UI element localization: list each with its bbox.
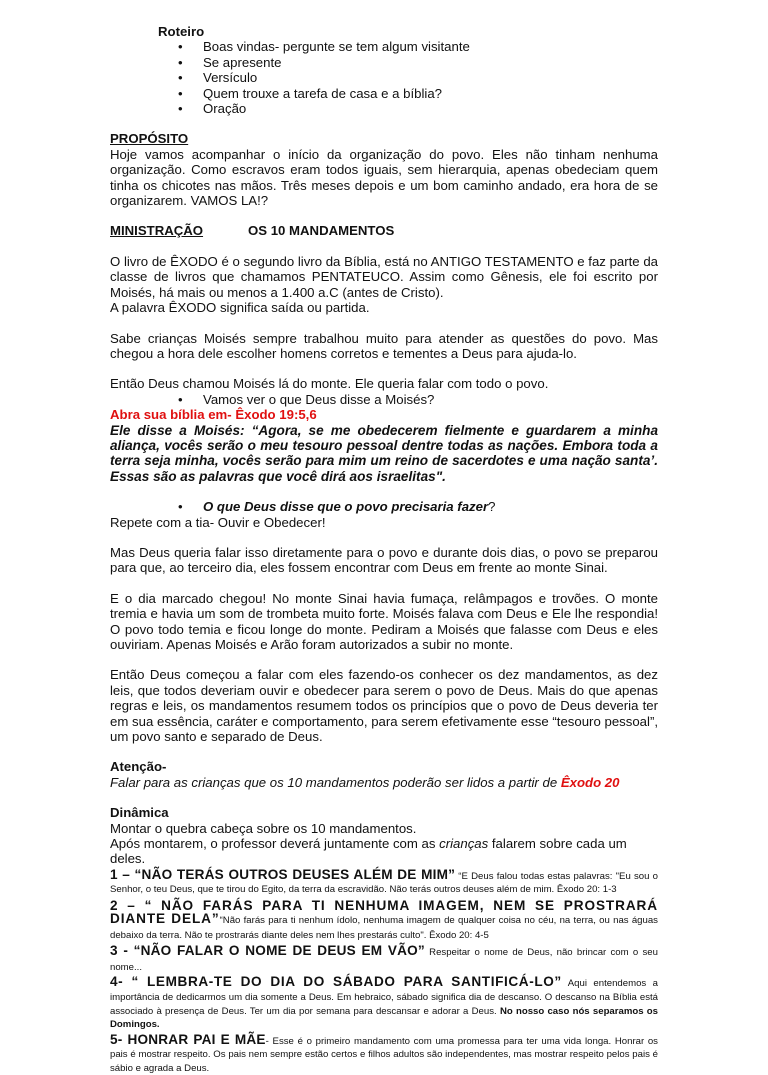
mandamento-text: “Não farás para ti nenhum ídolo, nenhuma imagem de qualquer coisa no céu, na terra, ou nas águas debaixo da terra. Não te prostrarás diante deles nem lhes prestarás culto". Êxodo 20: 4-5: [110, 915, 658, 941]
proposito-text: Hoje vamos acompanhar o início da organização do povo. Eles não tinham nenhuma organização. Como escravos eram todos iguais, sem hierarquia, apenas obedeciam quem tinha os chicotes nas mãos. Três meses depois e um bom caminho andado, era hora de se organizarem. VAMOS LA!?: [110, 146, 658, 209]
mandamento-item: [110, 944, 658, 973]
mandamento-text: - Esse é o primeiro mandamento com uma promessa para ter uma vida longa. Honrar os pais é mostrar respeito. Os pais nem sempre estão certos e filhos adultos são independentes, mas mostrar respeito pelos pais é sábio e agrada a Deus.: [110, 1035, 658, 1074]
dinamica-l2i: crianças: [439, 836, 489, 852]
bullet-question: [110, 499, 658, 514]
atencao-ref: Êxodo 20: [560, 774, 620, 790]
mandamento-item: [110, 976, 658, 1030]
paragraph: E o dia marcado chegou! No monte Sinai havia fumaça, relâmpagos e trovões. O monte tremia e havia um som de trombeta muito forte. Moisés falava com Deus e Ele lhe respondia! O povo todo temia e ficou longe do monte. Pediram a Moisés que falasse com Deus e eles ouviriam. Apenas Moisés e Arão foram autorizados a subir no monte.: [110, 590, 658, 652]
mandamento-item: [110, 899, 658, 941]
paragraph: O livro de ÊXODO é o segundo livro da Bíblia, está no ANTIGO TESTAMENTO e faz parte da classe de livros que chamamos PENTATEUCO. Assim como Gênesis, ele foi escrito por Moisés, há mais ou menos a 1.400 a.C (antes de Cristo).: [110, 253, 658, 300]
dinamica-l2b: falarem sobre cada um deles.: [110, 836, 627, 867]
mandamento-item: [110, 1031, 658, 1075]
mandamento-bold-end: No nosso caso nós separamos os Domingos.: [110, 1005, 659, 1031]
roteiro-title: Roteiro: [158, 24, 205, 39]
mandamento-item: [110, 866, 658, 896]
list-item: • Quem trouxe a tarefa de casa e a bíblia?: [110, 86, 658, 101]
ministracao-subtitle: OS 10 MANDAMENTOS: [248, 223, 395, 239]
paragraph: Então Deus começou a falar com eles fazendo-os conhecer os dez mandamentos, as dez leis, que todos deveriam ouvir e obedecer para serem o povo de Deus. Mais do que apenas regras e leis, os mandamentos resumem todos os princípios que o povo de Deus deveria ter em sua essência, caráter e comportamento, para serem efetivamente esse “tesouro pessoal”, um povo santo e separado de Deus.: [110, 667, 658, 745]
roteiro-list: [110, 39, 658, 116]
ministracao-heading: [110, 223, 658, 238]
atencao-text: [110, 775, 658, 790]
atencao-title: Atenção-: [110, 759, 167, 775]
atencao-body: Falar para as crianças que os 10 mandamentos poderão ser lidos a partir de: [110, 774, 561, 790]
paragraph: [110, 836, 658, 867]
proposito-title: PROPÓSITO: [110, 131, 189, 147]
roteiro-section: [110, 24, 658, 39]
question-text: O que Deus disse que o povo precisaria fazer: [203, 499, 489, 515]
mandamento-head: 5- HONRAR PAI E MÃE: [110, 1031, 266, 1047]
mandamento-head: 4- “ LEMBRA-TE DO DIA DO SÁBADO PARA SANTIFICÁ-LO”: [110, 974, 562, 990]
list-item: • Boas vindas- pergunte se tem algum visitante: [110, 39, 658, 54]
list-item: • Oração: [110, 101, 658, 116]
bullet-question: • Vamos ver o que Deus disse a Moisés?: [110, 392, 658, 407]
list-item: • Versículo: [110, 70, 658, 85]
paragraph: A palavra ÊXODO significa saída ou partida.: [110, 300, 370, 316]
dinamica-l2a: Após montarem, o professor deverá juntamente com as: [110, 836, 440, 852]
mandamento-text: Respeitar o nome de Deus, não brincar com o seu nome...: [110, 947, 658, 973]
ministracao-label: MINISTRAÇÃO: [110, 223, 204, 239]
paragraph: Repete com a tia- Ouvir e Obedecer!: [110, 514, 326, 530]
mandamento-head: 3 - “NÃO FALAR O NOME DE DEUS EM VÃO”: [110, 943, 425, 959]
mandamento-head: 2 – “ NÃO FARÁS PARA TI NENHUMA IMAGEM, NEM SE PROSTRARÁ DIANTE DELA”: [110, 898, 658, 927]
mandamento-text: Aqui entendemos a importância de dedicarmos um dia somente a Deus. Em hebraico, sábado significa dia de descanso. O descanso na Bíblia está associado à presença de Deus. Ter um dia por semana para descansar e adorar a Deus.: [110, 978, 659, 1017]
paragraph: Mas Deus queria falar isso diretamente para o povo e durante dois dias, o povo se preparou para que, ao terceiro dia, eles fossem encontrar com Deus em frente ao monte Sinai.: [110, 544, 658, 576]
question-mark: ?: [488, 499, 496, 515]
mandamento-head: 1 – “NÃO TERÁS OUTROS DEUSES ALÉM DE MIM”: [110, 866, 456, 882]
bible-reference: Abra sua bíblia em- Êxodo 19:5,6: [110, 407, 317, 423]
dinamica-title: Dinâmica: [110, 805, 169, 821]
paragraph: Sabe crianças Moisés sempre trabalhou muito para atender as questões do povo. Mas chegou a hora dele escolher homens corretos e tementes a Deus para ajuda-lo.: [110, 330, 658, 361]
mandamentos-list: [110, 866, 659, 1075]
paragraph: Então Deus chamou Moisés lá do monte. Ele queria falar com todo o povo.: [110, 376, 549, 392]
list-item: • Se apresente: [110, 55, 658, 70]
bible-quote: Ele disse a Moisés: “Agora, se me obedecerem fielmente e guardarem a minha aliança, vocês serão o meu tesouro pessoal dentre todas as nações. Embora toda a terra seja minha, vocês serão para mim um reino de sacerdotes e uma nação santa’. Essas são as palavras que você dirá aos israelitas".: [110, 422, 658, 484]
document-page: [110, 24, 658, 1075]
paragraph: Montar o quebra cabeça sobre os 10 mandamentos.: [110, 820, 417, 836]
mandamento-text: “E Deus falou todas estas palavras: "Eu sou o Senhor, o teu Deus, que te tirou do Egito, da terra da escravidão. Não terás outros deuses além de mim. Êxodo 20: 1-3: [110, 870, 658, 896]
